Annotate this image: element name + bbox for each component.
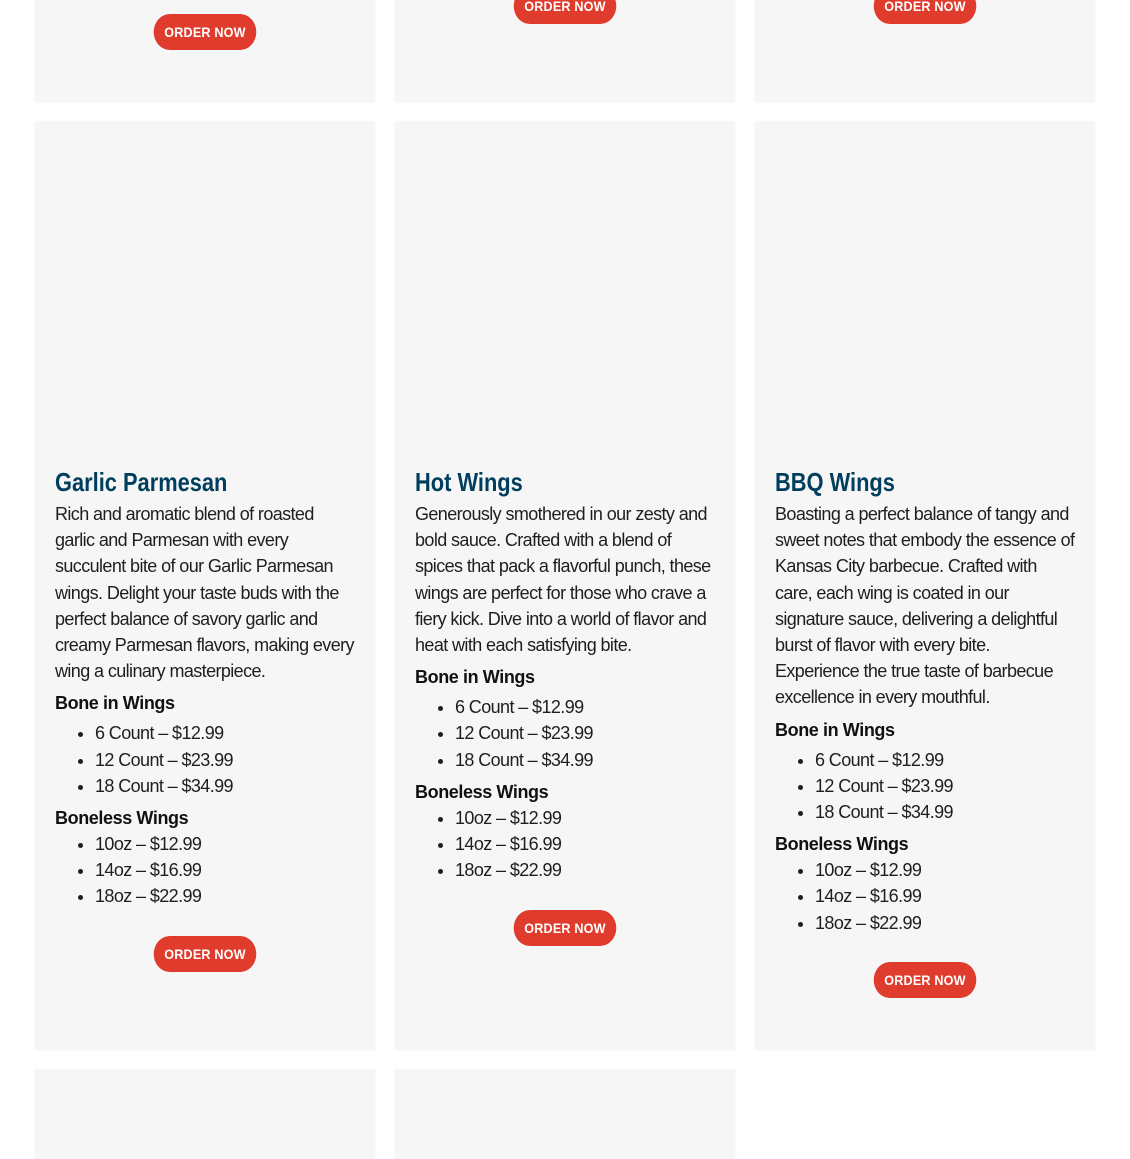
- menu-card-top-2: [395, 0, 735, 101]
- bone-in-heading: Bone in Wings: [775, 719, 895, 740]
- order-now-button[interactable]: ORDER NOW: [154, 936, 257, 972]
- card-content: [775, 466, 1075, 936]
- menu-card-bbq-wings: [755, 121, 1095, 1049]
- list-item: • 14oz – $16.99: [455, 831, 715, 857]
- order-now-button[interactable]: ORDER NOW: [154, 14, 257, 50]
- list-item: • 18 Count – $34.99: [815, 799, 1075, 825]
- boneless-heading: Boneless Wings: [415, 781, 549, 802]
- list-item: • 14oz – $16.99: [815, 883, 1075, 909]
- order-now-button[interactable]: ORDER NOW: [514, 0, 617, 24]
- boneless-heading: Boneless Wings: [55, 808, 189, 829]
- list-item: • 18 Count – $34.99: [95, 773, 355, 799]
- list-item: • 6 Count – $12.99: [455, 694, 715, 720]
- list-item: • 6 Count – $12.99: [95, 720, 355, 746]
- list-item: • 12 Count – $23.99: [815, 773, 1075, 799]
- list-item: • 12 Count – $23.99: [95, 747, 355, 773]
- list-item: • 12 Count – $23.99: [455, 720, 715, 746]
- card-title: Hot Wings: [415, 467, 523, 497]
- bone-in-price-list: [55, 720, 355, 799]
- bone-in-price-list: [775, 747, 1075, 826]
- menu-card-garlic-parmesan: [35, 121, 375, 1049]
- boneless-price-list: [55, 831, 355, 910]
- list-item: • 10oz – $12.99: [815, 857, 1075, 883]
- bone-in-price-list: [415, 694, 715, 773]
- order-now-button[interactable]: ORDER NOW: [514, 910, 617, 946]
- list-item: • 18 Count – $34.99: [455, 747, 715, 773]
- card-description: Generously smothered in our zesty and bold sauce. Crafted with a blend of spices that pack a flavorful punch, these wings are perfect for those who crave a fiery kick. Dive into a world of flavor and heat with each satisfying bite.: [415, 504, 711, 656]
- boneless-heading: Boneless Wings: [775, 834, 909, 855]
- list-item: • 6 Count – $12.99: [815, 747, 1075, 773]
- list-item: • 18oz – $22.99: [95, 883, 355, 909]
- list-item: • 10oz – $12.99: [95, 831, 355, 857]
- menu-card-bottom-2: [395, 1069, 735, 1159]
- bone-in-heading: Bone in Wings: [55, 693, 175, 714]
- bone-in-heading: Bone in Wings: [415, 667, 535, 688]
- menu-card-top-1: [35, 0, 375, 101]
- boneless-price-list: [415, 805, 715, 884]
- list-item: • 10oz – $12.99: [455, 805, 715, 831]
- list-item: • 18oz – $22.99: [815, 910, 1075, 936]
- card-title: Garlic Parmesan: [55, 467, 228, 497]
- order-now-button[interactable]: ORDER NOW: [874, 962, 977, 998]
- menu-card-top-3: [755, 0, 1095, 101]
- menu-card-bottom-1: [35, 1069, 375, 1159]
- menu-card-hot-wings: [395, 121, 735, 1049]
- order-now-button[interactable]: ORDER NOW: [874, 0, 977, 24]
- list-item: • 18oz – $22.99: [455, 857, 715, 883]
- list-item: • 14oz – $16.99: [95, 857, 355, 883]
- card-content: [415, 466, 715, 883]
- card-description: Boasting a perfect balance of tangy and sweet notes that embody the essence of Kansas City barbecue. Crafted with care, each wing is coated in our signature sauce, delivering a delightful burst of flavor with every bite. Experience the true taste of barbecue excellence in every mouthful.: [775, 504, 1075, 708]
- card-description: Rich and aromatic blend of roasted garlic and Parmesan with every succulent bite of our Garlic Parmesan wings. Delight your taste buds with the perfect balance of savory garlic and creamy Parmesan flavors, making every wing a culinary masterpiece.: [55, 504, 354, 682]
- card-content: [55, 466, 355, 910]
- card-title: BBQ Wings: [775, 467, 895, 497]
- boneless-price-list: [775, 857, 1075, 936]
